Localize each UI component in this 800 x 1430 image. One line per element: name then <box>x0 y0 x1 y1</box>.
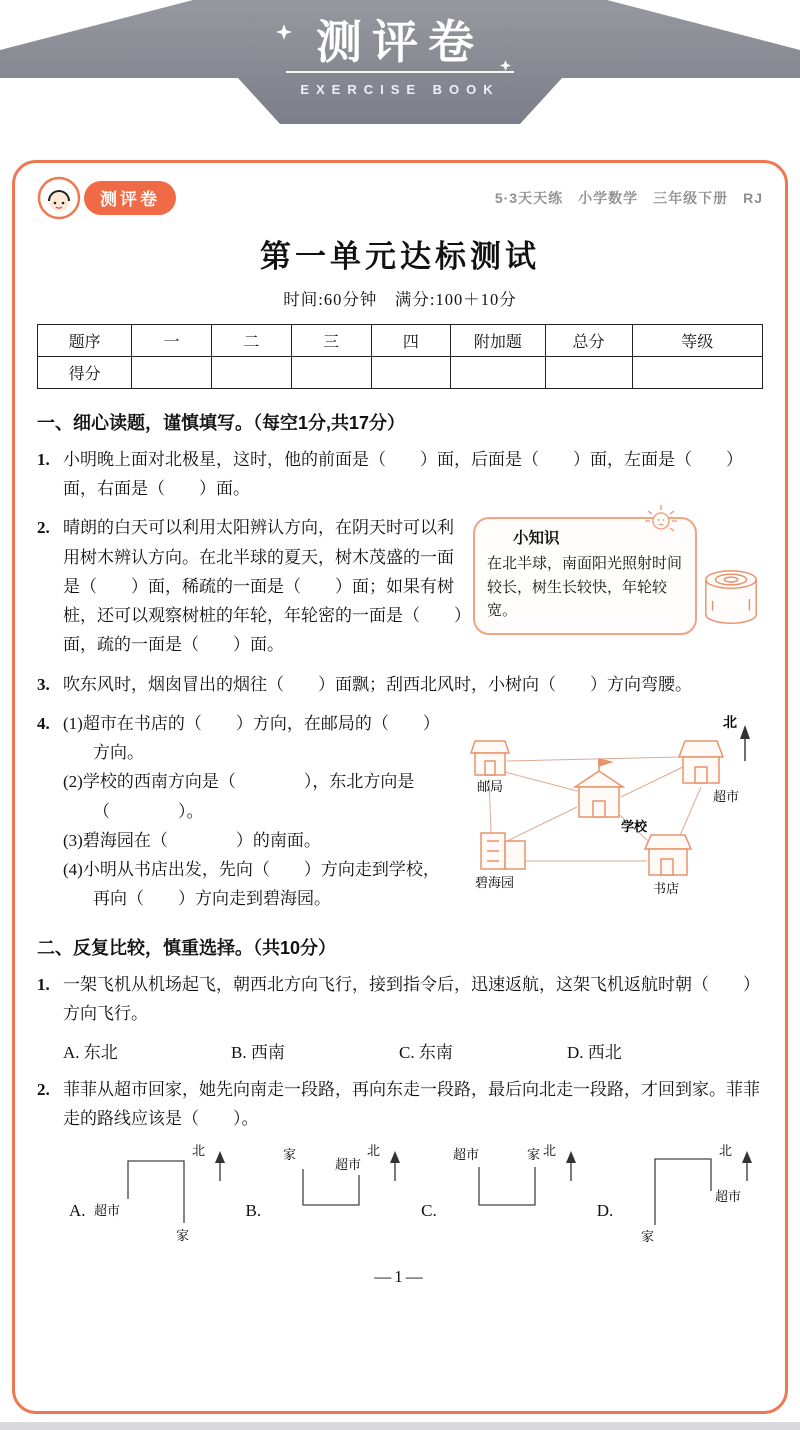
edition-info: 5·3天天练 小学数学 三年级下册 RJ <box>494 190 763 206</box>
exam-sheet <box>12 160 788 1414</box>
diagram-north-label: 北 <box>719 1143 733 1159</box>
knowledge-note-bubble <box>473 517 697 635</box>
route-diagram-d <box>597 1139 766 1251</box>
route-a-illustration <box>88 1139 238 1251</box>
banner-subtitle: EXERCISE BOOK <box>300 82 500 97</box>
diagram-north-label: 北 <box>542 1143 556 1159</box>
map-illustration <box>461 709 763 914</box>
question-1 <box>37 445 763 503</box>
question-4-part-3: (3)碧海园在（ ）的南面。 <box>63 830 321 850</box>
route-diagram-b <box>246 1139 414 1251</box>
option-d: D. 西北 <box>567 1042 622 1062</box>
diagram-label: D. <box>596 1201 614 1221</box>
sun-icon <box>639 501 679 549</box>
route-b-illustration <box>263 1139 413 1251</box>
question-number: 4. <box>37 713 50 733</box>
top-banner <box>0 0 800 128</box>
diagram-start-label: 家 <box>283 1147 297 1163</box>
section-1-heading: 一、细心读题，谨慎填写。（每空1分,共17分） <box>37 413 406 433</box>
map-label-school: 学校 <box>621 818 648 834</box>
question-2 <box>37 513 763 659</box>
score-cell <box>212 357 292 389</box>
diagram-end-label: 家 <box>175 1228 189 1244</box>
diagram-label: C. <box>421 1201 437 1221</box>
question-number: 1. <box>37 450 50 469</box>
diagram-north-label: 北 <box>191 1143 205 1159</box>
score-header-cell: 附加题 <box>451 325 545 357</box>
diagram-start-label: 超市 <box>93 1203 120 1219</box>
question-1-text: 小明晚上面对北极星，这时，他的前面是（ ）面，后面是（ ）面，左面是（ ）面，右面是（ ）面。 <box>63 450 743 499</box>
diagram-end-label: 家 <box>526 1147 540 1163</box>
option-a: A. 东北 <box>63 1042 118 1062</box>
sheet-header <box>37 175 763 221</box>
diagram-north-label: 北 <box>367 1143 381 1159</box>
score-cell <box>132 357 212 389</box>
diagram-label: A. <box>69 1201 86 1221</box>
note-text: 在北半球，南面阳光照射时间较长，树生长较快，年轮较宽。 <box>487 556 683 619</box>
tree-stump-icon <box>699 561 763 635</box>
banner-divider <box>286 71 514 73</box>
question-number: 3. <box>37 674 50 694</box>
route-diagram-a <box>69 1139 238 1251</box>
sparkle-icon <box>548 92 557 110</box>
question-2-text: 晴朗的白天可以利用太阳辨认方向，在阴天时可以利用树木辨认方向。在北半球的夏天，树木茂盛的一面是（ ）面，稀疏的一面是（ ）面；如果有树桩，还可以观察树桩的年轮，年轮密的一面是（ ）面，疏的一面是（ ）面。 <box>63 518 463 655</box>
boy-avatar-icon <box>37 176 81 220</box>
score-cell <box>632 357 763 389</box>
diagram-end-label: 超市 <box>335 1157 362 1173</box>
score-header-cell: 等级 <box>632 325 763 357</box>
sparkle-icon <box>276 24 292 45</box>
map-label-post-office: 邮局 <box>477 778 504 794</box>
score-cell <box>451 357 545 389</box>
diagram-start-label: 超市 <box>715 1189 742 1205</box>
banner-title: 测评卷 <box>316 16 484 68</box>
knowledge-note <box>473 517 763 635</box>
route-c-illustration <box>439 1139 589 1251</box>
section-2-heading: 二、反复比较，慎重选择。（共10分） <box>37 937 337 958</box>
question-number: 1. <box>37 974 50 994</box>
score-cell <box>371 357 451 389</box>
neighborhood-map <box>461 709 763 923</box>
option-c: C. 东南 <box>399 1042 453 1062</box>
score-header-cell: 一 <box>132 325 212 357</box>
section2-question-1 <box>37 970 763 1028</box>
map-north-arrow <box>740 725 750 761</box>
score-header-cell: 总分 <box>545 325 632 357</box>
score-table-header-row <box>38 325 763 357</box>
note-title: 小知识 <box>513 530 560 548</box>
option-b: B. 西南 <box>231 1042 285 1062</box>
question-1-options <box>37 1038 763 1063</box>
section2-question-1-text: 一架飞机从机场起飞，朝西北方向飞行，接到指令后，迅速返航，这架飞机返航时朝（ ）方向飞行。 <box>63 974 760 1023</box>
diagram-label: B. <box>245 1201 262 1221</box>
section2-question-2 <box>37 1075 763 1251</box>
score-header-cell: 题序 <box>38 325 132 357</box>
bottom-edge-strip <box>0 1422 800 1430</box>
score-table <box>37 324 763 389</box>
score-table-score-row <box>38 357 763 389</box>
route-d-illustration <box>615 1139 765 1251</box>
page-title: 第一单元达标测试 <box>260 239 540 274</box>
sparkle-icon <box>500 58 511 76</box>
score-cell <box>291 357 371 389</box>
score-header-cell: 二 <box>212 325 292 357</box>
map-label-north: 北 <box>723 715 737 731</box>
question-4-part-2: (2)学校的西南方向是（ ），东北方向是（ ）。 <box>63 772 415 821</box>
page-number: —1— <box>374 1267 426 1287</box>
map-label-supermarket: 超市 <box>713 788 740 804</box>
question-3 <box>37 670 763 699</box>
section2-question-2-text: 菲菲从超市回家，她先向南走一段路，再向东走一段路，最后向北走一段路，才回到家。菲菲走的路线应该是（ ）。 <box>63 1079 760 1129</box>
score-header-cell: 三 <box>291 325 371 357</box>
question-number: 2. <box>37 518 50 538</box>
map-label-garden: 碧海园 <box>475 874 515 890</box>
question-number: 2. <box>37 1079 50 1099</box>
score-cell <box>545 357 632 389</box>
brand-badge <box>37 176 176 220</box>
badge-label: 测评卷 <box>84 181 176 215</box>
diagram-end-label: 家 <box>641 1229 655 1245</box>
route-diagram-c <box>421 1139 589 1251</box>
diagram-start-label: 超市 <box>452 1147 479 1163</box>
question-3-text: 吹东风时，烟囱冒出的烟往（ ）面飘；刮西北风时，小树向（ ）方向弯腰。 <box>63 674 692 694</box>
question-4 <box>37 709 763 914</box>
route-diagrams <box>63 1139 763 1251</box>
exam-meta: 时间:60分钟 满分:100＋10分 <box>283 290 517 309</box>
question-4-part-4: (4)小明从书店出发，先向（ ）方向走到学校，再向（ ）方向走到碧海园。 <box>63 860 440 909</box>
score-row-label: 得分 <box>38 357 132 389</box>
question-4-part-1: (1)超市在书店的（ ）方向，在邮局的（ ）方向。 <box>63 713 440 763</box>
score-header-cell: 四 <box>371 325 451 357</box>
map-label-bookstore: 书店 <box>653 880 680 896</box>
